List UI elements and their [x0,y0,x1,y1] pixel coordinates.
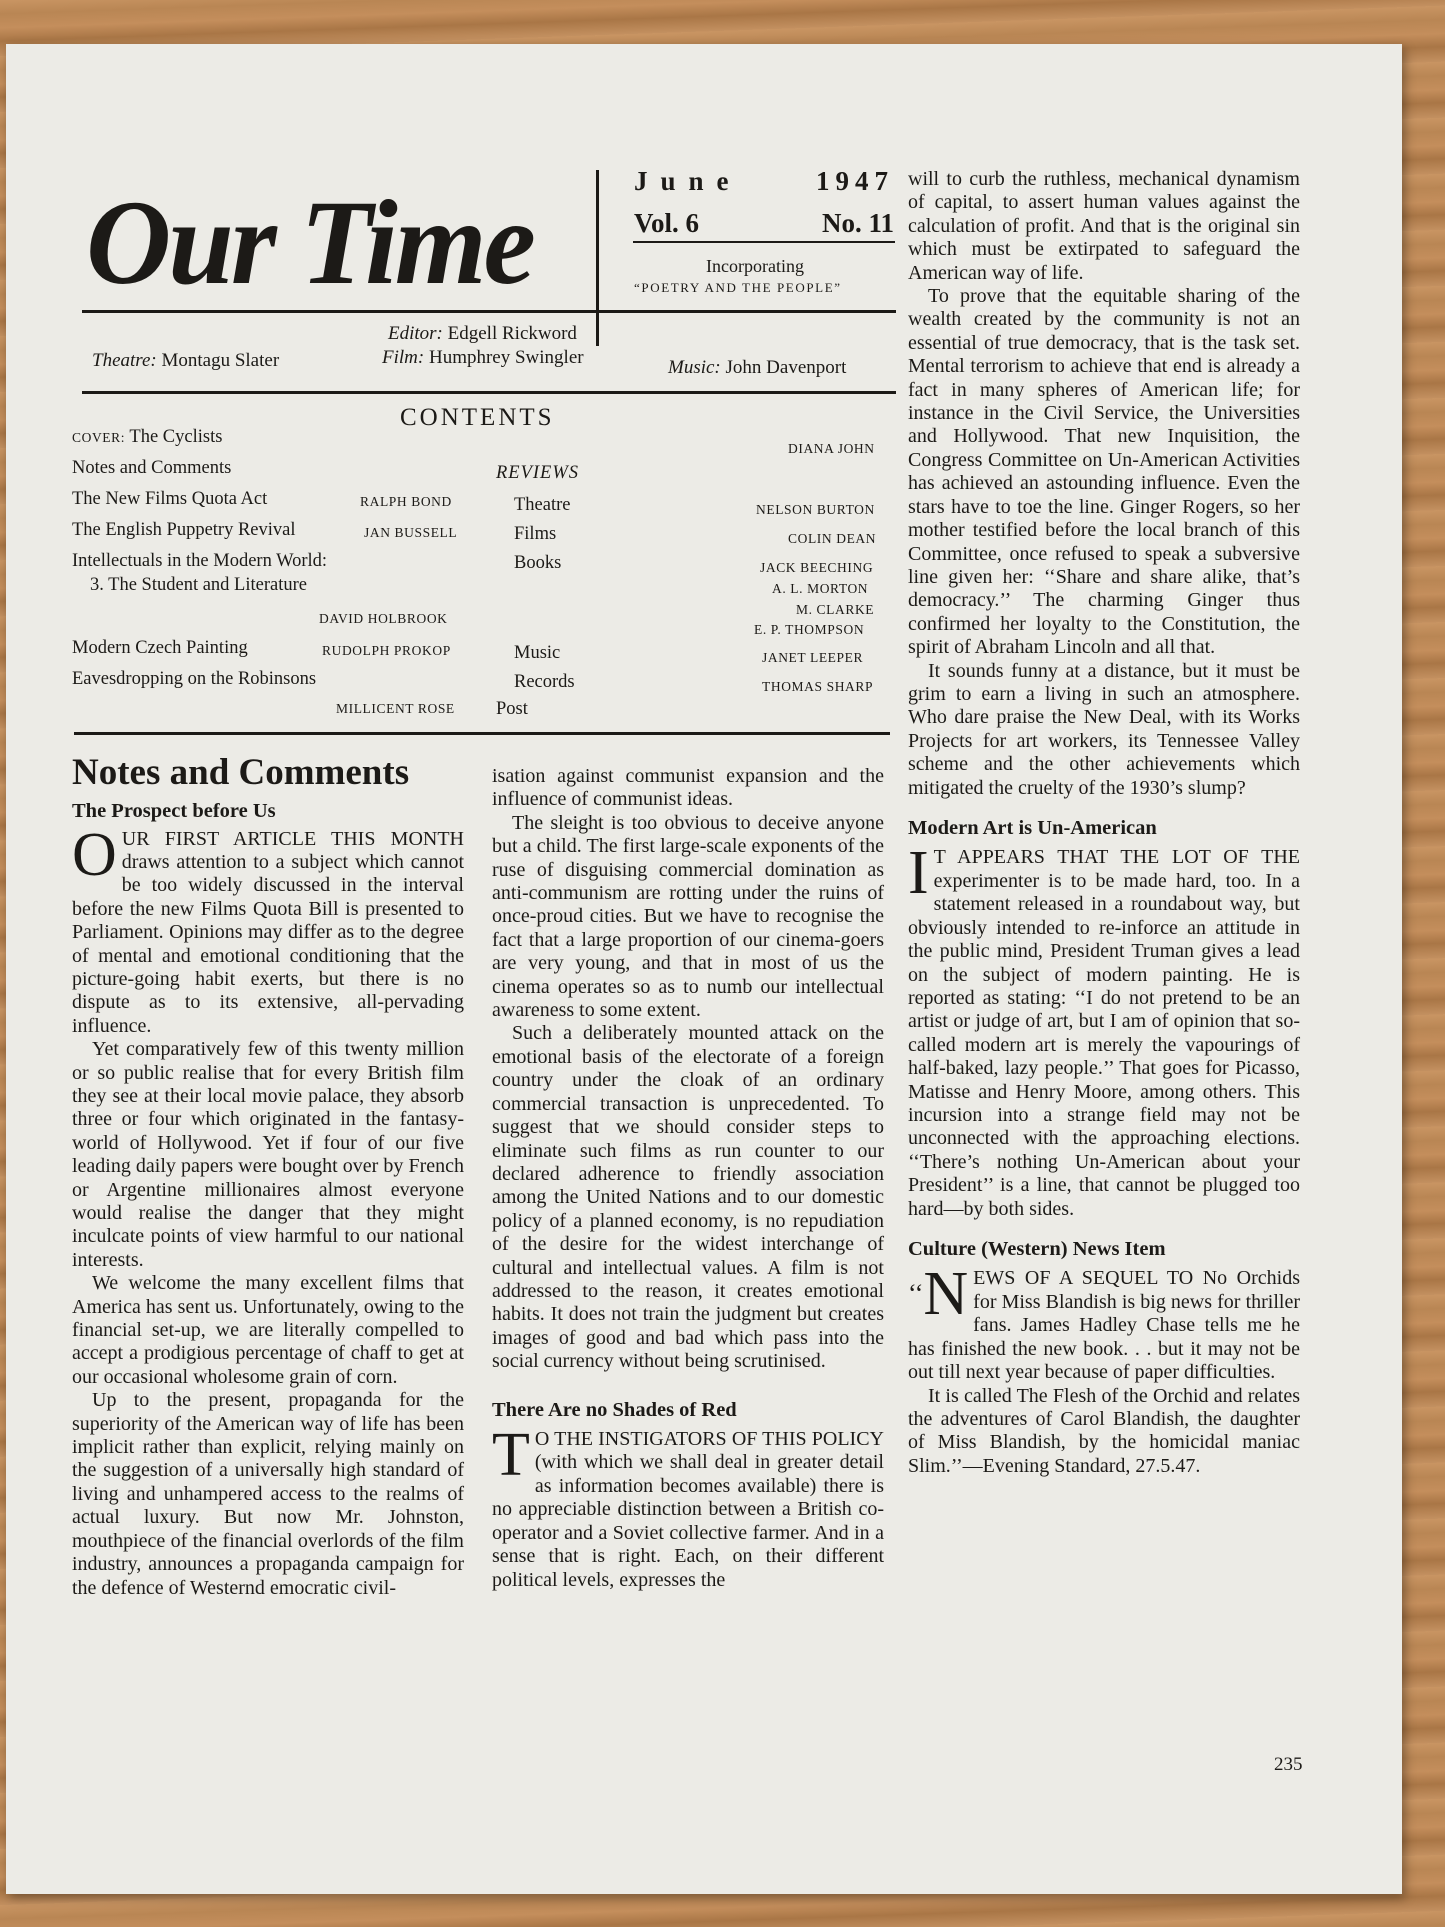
toc-review-section: Theatre [514,495,571,515]
toc-review-section: Films [514,524,557,544]
film-line: Film: Humphrey Swingler [382,347,584,368]
incorporating-label: Incorporating [706,256,804,276]
contents-rule [74,732,890,735]
magazine-page [6,44,1402,1894]
toc-author: JAN BUSSELL [364,525,458,540]
toc-cover: COVER: The Cyclists [72,427,223,447]
drop-cap: ‘‘N [908,1260,969,1329]
toc-review-author: COLIN DEAN [788,531,877,546]
paragraph: We welcome the many excellent films that America has sent us. Unfortunately, owing to the financial set-up, we are literally compelled to accept a prodigious percentage of chaff to get at our occasional wholesome grain of corn. [72,1272,464,1388]
section-heading: There Are no Shades of Red [492,1398,737,1421]
toc-review-section: Records [514,672,575,692]
music-line: Music: John Davenport [668,357,847,378]
editor-line: Editor: Edgell Rickword [388,323,577,344]
toc-item: Modern Czech Painting [72,638,248,658]
toc-item: Notes and Comments [72,458,232,478]
section-heading: Modern Art is Un-American [908,816,1157,839]
masthead-rule [82,310,896,313]
toc-review-author: E. P. THOMPSON [754,622,865,637]
issue-volume [634,210,894,237]
paragraph: Such a deliberately mounted attack on the emotional basis of the electorate of a foreign country under the cloak of an ordinary commercial transaction is unprecedented. To suggest that we should consider steps to eliminate such films as run counter to our declared adherence to friendly association among the United Nations and to our domestic policy of a planned economy, is no repudiation of the desire for the widest interchange of cultural and intellectual values. A film is not addressed to the reason, it creates emotional habits. It does not train the judgment but creates images of good and bad which pass into the social currency without being scrutinised. [492,1022,884,1373]
paragraph: It is called The Flesh of the Orchid and relates the adventures of Carol Blandish, the daughter of Miss Blandish, by the homicidal maniac Slim.’’—Evening Standard, 27.5.47. [908,1384,1300,1477]
theatre-line: Theatre: Montagu Slater [92,350,280,371]
issue-no: No. 11 [821,208,894,238]
masthead-title: Our Time [86,175,533,310]
paragraph: OUR FIRST ARTICLE THIS MONTH draws attention to a subject which cannot be too widely discussed in the interval before the new Films Quota Bill is presented to Parliament. Opinions may differ as to the degree of mental and emotional conditioning that the picture-going habit exerts, but there is no dispute as to its extensive, all-pervading influence. [72,820,464,1037]
issue-month: June [634,166,742,196]
paragraph: I T APPEARS THAT THE LOT OF THE experimenter is to be made hard, too. In a statement released in a roundabout way, but obviously intended to re-inforce an attitude in the public mind, President Truman gives a lead on the subject of modern painting. He is reported as stating: ‘‘I do not pretend to be an artist or judge of art, but I am of opinion that so-called modern art is merely the vapourings of half-baked, lazy people.’’ That goes for Picasso, Matisse and Henry Moore, among others. This incursion into a strange field may not be unconnected with the approaching elections. ‘‘There’s nothing Un-American about your President’’ is a line, that cannot be plugged too hard—by both sides. [908,839,1300,1220]
paragraph: T O THE INSTIGATORS OF THIS POLICY (with which we shall deal in greater detail as information becomes available) there is no appreciable distinction between a British co-operator and a Soviet collective farmer. And in a sense that is right. Each, on their different political levels, expresses the [492,1421,884,1591]
poetry-and-the-people: “POETRY AND THE PEOPLE” [634,280,842,295]
toc-item: 3. The Student and Literature [90,575,307,595]
paragraph: ‘‘N EWS OF A SEQUEL TO No Orchids for Miss Blandish is big news for thriller fans. James Hadley Chase tells me he has finished the new book. . . but it may not be out till next year because of paper difficulties. [908,1260,1300,1384]
toc-cover-author: DIANA JOHN [788,441,875,456]
issue-year: 1947 [816,166,894,196]
toc-review-author: JANET LEEPER [762,650,864,665]
paragraph: isation against communist expansion and the influence of communist ideas. [492,765,884,811]
toc-review-author: THOMAS SHARP [762,679,874,694]
toc-item: Eavesdropping on the Robinsons [72,669,317,689]
toc-review-section: Post [496,699,528,719]
article-column-1 [72,754,464,1600]
paragraph: To prove that the equitable sharing of the wealth created by the community is not an essential of true democracy, that is the task set. Mental terrorism to achieve that end is already a fact in many spheres of American life; for instance in the Civil Service, the Universities and Hollywood. That new Inquisition, the Congress Committee on Un-American Activities has achieved an astounding influence. Even the stars have to toe the line. Ginger Rogers, so her mother testified before the local branch of this Committee, once refused to speak a subversive line given her: ‘‘Share and share alike, that’s democracy.’’ The charming Ginger thus confirmed her loyalty to the Constitution, the spirit of Abraham Lincoln and all that. [908,285,1300,659]
toc-author: RALPH BOND [360,494,452,509]
article-title: Notes and Comments [72,752,410,793]
toc-author: RUDOLPH PROKOP [322,643,451,658]
contents-title: CONTENTS [400,404,555,431]
toc-reviews-label: REVIEWS [496,463,580,483]
toc-item: Intellectuals in the Modern World: [72,551,328,571]
toc-review-section: Music [514,643,561,663]
toc-item: The New Films Quota Act [72,489,268,509]
article-column-2 [492,765,884,1592]
paragraph: will to curb the ruthless, mechanical dynamism of capital, to assert human values against the calculation of profit. And that is the original sin which must be extirpated to safeguard the American way of life. [908,168,1300,284]
toc-review-author: JACK BEECHING [760,560,874,575]
paragraph: Up to the present, propaganda for the superiority of the American way of life has been implicit rather than explicit, relying mainly on the suggestion of a universally high standard of living and unhampered access to the realms of actual luxury. But now Mr. Johnston, mouthpiece of the financial overlords of the film industry, announces a propaganda campaign for the defence of Westernd emocratic civil- [72,1389,464,1599]
issue-date [634,168,894,195]
issue-vol: Vol. 6 [634,208,700,238]
toc-author: MILLICENT ROSE [336,701,455,716]
staff-rule [82,391,896,394]
issue-rule [633,241,895,243]
article-column-3 [908,168,1300,1478]
masthead-divider [596,170,599,346]
toc-item: The English Puppetry Revival [72,520,296,540]
drop-cap: O [72,820,117,889]
page-number: 235 [1274,1754,1303,1775]
paragraph: Yet comparatively few of this twenty million or so public realise that for every British film they see at their local movie palace, they absorb three or four which originated in the fantasy-world of Hollywood. Yet if four of our five leading daily papers were bought over by French or Argentine millionaires almost everyone would realise the danger that they might inculcate points of view harmful to our national interests. [72,1038,464,1271]
toc-review-author: A. L. MORTON [772,581,869,596]
toc-review-author: NELSON BURTON [756,502,875,517]
drop-cap: I [908,839,929,908]
toc-review-section: Books [514,553,562,573]
section-heading: The Prospect before Us [72,800,276,822]
paragraph: The sleight is too obvious to deceive anyone but a child. The first large-scale exponents of the ruse of disguising commercial domination as anti-communism are rotting under the ruins of once-proud cities. But we have to recognise the fact that a large proportion of our cinema-goers are very young, and that in most of us the cinema operates so as to numb our intellectual awareness to some extent. [492,811,884,1022]
toc-author: DAVID HOLBROOK [319,611,448,626]
section-heading: Culture (Western) News Item [908,1237,1166,1260]
paragraph: It sounds funny at a distance, but it must be grim to earn a living in such an atmosphere. Who dare praise the New Deal, with its Works Projects for art workers, its Tennessee Valley scheme and the other achievements which mitigated the cruelty of the 1930’s slump? [908,659,1300,799]
drop-cap: T [492,1421,530,1490]
toc-review-author: M. CLARKE [796,602,875,617]
